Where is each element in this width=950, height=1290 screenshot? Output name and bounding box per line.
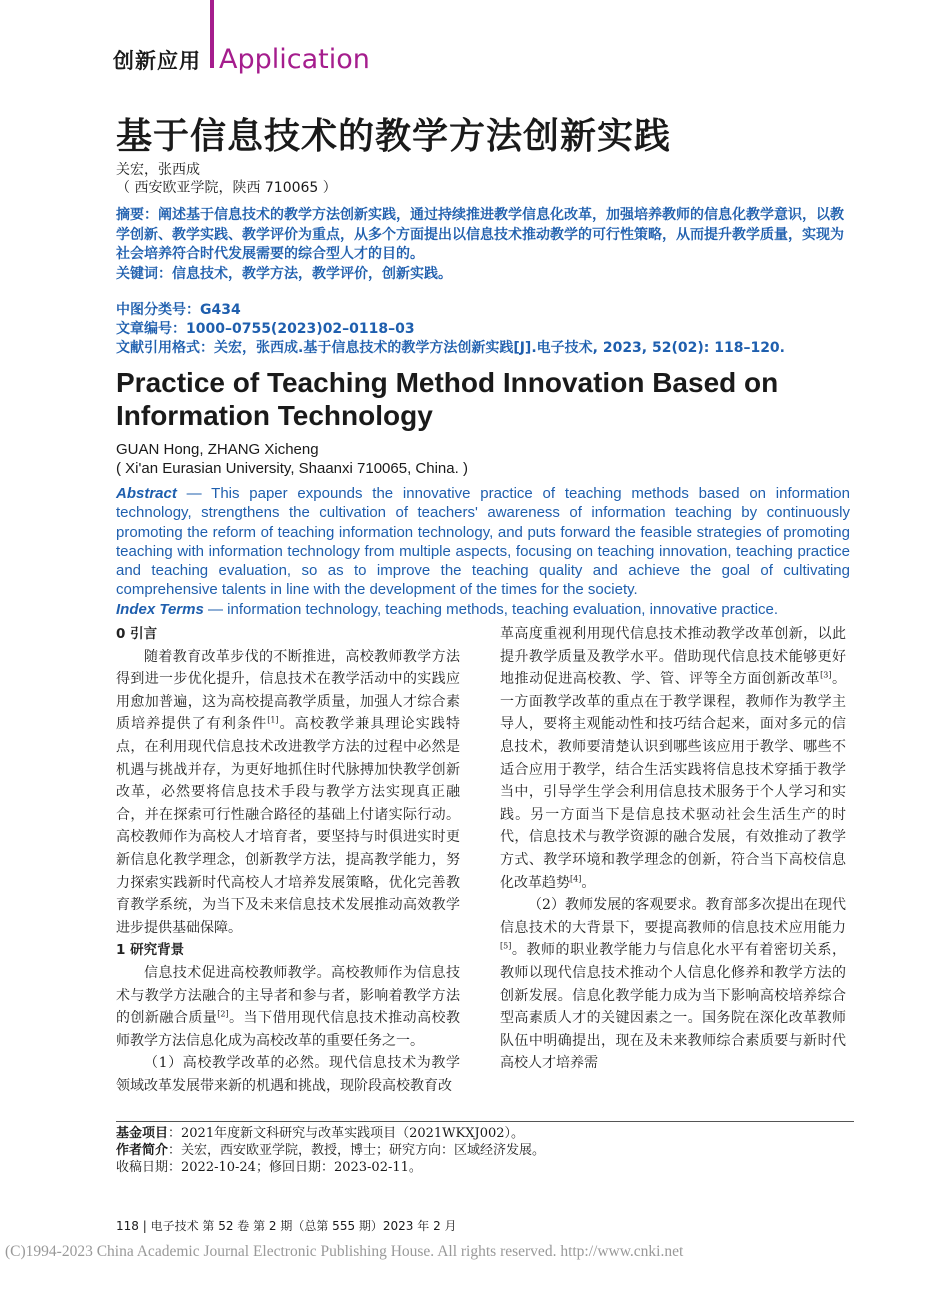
section-label-zh: 创新应用 <box>113 49 201 73</box>
title-en: Practice of Teaching Method Innovation Based on Information Technology <box>116 367 779 431</box>
copyright-notice: (C)1994-2023 China Academic Journal Electronic Publishing House. All rights reserved. http://www.cnki.net <box>5 1243 684 1260</box>
abstract-zh-text: 摘要：阐述基于信息技术的教学方法创新实践，通过持续推进教学信息化改革，加强培养教师的信息化教学意识，以教学创新、教学实践、教学评价为重点，从多个方面提出以信息技术推动教学的可行性策略，从而提升教学质量，实现为社会培养符合时代发展需要的综合型人才的目的。 <box>116 207 844 262</box>
section-heading-background: 1 研究背景 <box>116 942 185 959</box>
section-heading-intro: 0 引言 <box>116 626 158 642</box>
index-terms-label: Index Terms <box>116 600 204 618</box>
citation-format: 文献引用格式：关宏，张西成.基于信息技术的教学方法创新实践[J].电子技术, 2023, 52(02): 118–120. <box>116 340 785 356</box>
paragraph-reform-continued: 革高度重视利用现代信息技术推动教学改革创新，以此提升教学质量及教学水平。借助现代信息技术能够更好地推动促进高校教、学、管、评等全方面创新改革[3]。一方面教学改革的重点在于教学课程，教师作为教学主导人，要将主观能动性和技巧结合起来，面对多元的信息技术，教师要清楚认识到哪些该应用于教学、哪些不适合应用于教学，结合生活实践将信息技术穿插于教学当中，引导学生学会利用信息技术服务于个人学习和实践。另一方面当下是信息技术驱动社会生活生产的时代，信息技术与教学资源的融合发展，有效推动了教学方式、教学环境和教学理念的创新，符合当下高校信息化改革趋势[4]。 <box>500 626 847 891</box>
citation-ref: [1] <box>267 715 279 725</box>
body-column-right <box>500 623 846 1075</box>
abstract-en-text: — This paper expounds the innovative practice of teaching methods based on information technology, strengthens the cultivation of teachers' awareness of information teaching by continuously promoting the reform of teaching information technology, and puts forward the feasible strategies of promoting teaching with information technology from multiple aspects, focusing on teaching innovation, teaching practice and teaching evaluation, so as to improve the teaching quality and achieve the goal of cultivating comprehensive talents in line with the development of the times for the society. <box>116 485 850 599</box>
paragraph-teacher-development: （2）教师发展的客观要求。教育部多次提出在现代信息技术的大背景下，要提高教师的信息技术应用能力[5]。教师的职业教学能力与信息化水平有着密切关系，教师以现代信息技术推动个人信息化修养和教学方法的创新发展。信息化教学能力成为当下影响高校培养综合型高素质人才的关键因素之一。国务院在深化改革教师队伍中明确提出，现在及未来教师综合素质要与新时代高校人才培养需 <box>500 897 846 1072</box>
section-label-en: Application <box>219 44 370 75</box>
paragraph-intro: 随着教育改革步伐的不断推进，高校教师教学方法得到进一步优化提升，信息技术在教学活动中的实践应用愈加普遍，这为高校提高教学质量，加强人才综合素质培养提供了有利条件[1]。高校教学兼具理论实践特点，在利用现代信息技术改进教学方法的过程中必然是机遇与挑战并存，为更好地抓住时代脉搏加快教学创新改革，必然要将信息技术手段与教学方法实现真正融合，并在探索可行性融合路径的基础上付诸实际行动。高校教师作为高校人才培育者，要坚持与时俱进实时更新信息化教学理念，创新教学方法，提高教学能力，努力探索实践新时代高校人才培养发展策略，优化完善教育教学系统，为当下及未来信息技术发展推动高效教学进步提供基础保障。 <box>116 648 461 936</box>
authors-zh: 关宏，张西成 <box>116 162 200 178</box>
abstract-en <box>116 484 850 619</box>
paragraph-background: 信息技术促进高校教师教学。高校教师作为信息技术与教学方法融合的主导者和参与者，影响着教学方法的创新融合质量[2]。当下借用现代信息技术推动高校教师教学方法信息化成为高校改革的重要任务之一。 <box>116 964 461 1049</box>
body-column-left <box>116 623 460 1097</box>
affiliation-en: ( Xi'an Eurasian University, Shaanxi 710065, China. ) <box>116 460 468 477</box>
title-zh: 基于信息技术的教学方法创新实践 <box>116 116 672 157</box>
abstract-zh <box>116 206 854 284</box>
article-number: 文章编号：1000–0755(2023)02–0118–03 <box>116 321 415 337</box>
affiliation-zh: （ 西安欧亚学院，陕西 710065 ） <box>116 180 337 196</box>
paragraph-reform: （1）高校教学改革的必然。现代信息技术为教学领域改革发展带来新的机遇和挑战，现阶段高校教育改 <box>116 1055 460 1094</box>
citation-ref: [5] <box>500 941 512 951</box>
clc-number: 中图分类号：G434 <box>116 302 241 318</box>
footnote-author: 作者简介：关宏，西安欧亚学院，教授，博士；研究方向：区域经济发展。 <box>116 1143 546 1158</box>
footnote-dates: 收稿日期：2022-10-24；修回日期：2023-02-11。 <box>116 1160 422 1175</box>
section-divider <box>210 0 214 68</box>
page-footer: 118 | 电子技术 第 52 卷 第 2 期（总第 555 期）2023 年 2 月 <box>116 1219 457 1233</box>
footnote-divider <box>116 1121 854 1122</box>
footnote-fund: 基金项目：2021年度新文科研究与改革实践项目（2021WKXJ002）。 <box>116 1126 525 1141</box>
citation-ref: [2] <box>217 1009 229 1019</box>
index-terms-text: — information technology, teaching methods, teaching evaluation, innovative practice. <box>203 600 779 618</box>
keywords-zh: 关键词：信息技术，教学方法，教学评价，创新实践。 <box>116 265 452 282</box>
authors-en: GUAN Hong, ZHANG Xicheng <box>116 441 319 458</box>
abstract-en-label: Abstract <box>116 485 177 502</box>
